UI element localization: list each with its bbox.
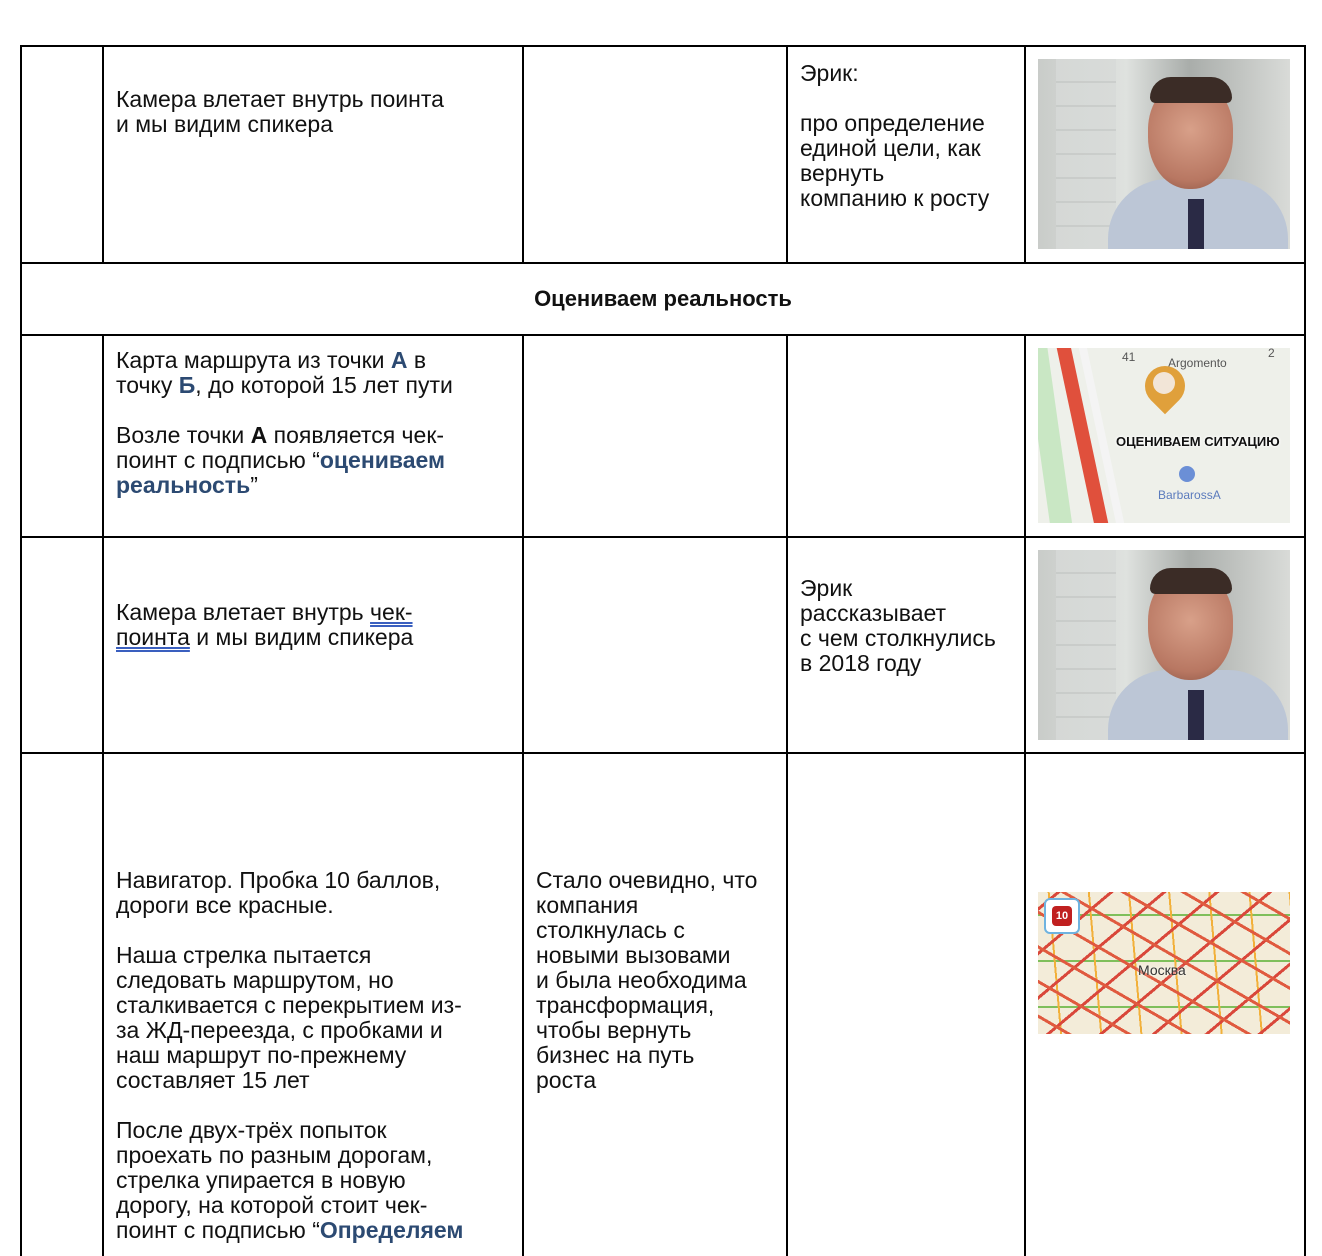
cell-speaker: [787, 753, 1025, 1256]
highlight-text: Определяем: [319, 1217, 464, 1243]
cell-image: [1025, 335, 1305, 537]
speaker-line: рассказывает: [800, 600, 947, 626]
cell-voice: [523, 753, 787, 1256]
speaker-line: компанию к росту: [800, 185, 990, 211]
scene-paragraph: Наша стрелка пытается следовать маршрутом, но сталкивается с перекрытием из- за ЖД-переезда, с пробками и наш маршрут по-прежнему составляет 15 лет: [116, 942, 462, 1093]
cell-number: [21, 537, 103, 753]
speaker-line: про определение: [800, 110, 985, 136]
cell-scene: [103, 46, 523, 263]
map-label: BarbarossA: [1158, 488, 1221, 502]
voice-line: столкнулась с: [536, 917, 685, 943]
voice-line: Стало очевидно, что: [536, 867, 758, 893]
map-label: Argomento: [1168, 356, 1227, 370]
section-row: [21, 263, 1305, 335]
underlined-text: поинта: [116, 624, 190, 650]
voice-line: чтобы вернуть: [536, 1017, 692, 1043]
scene-line: и мы видим спикера: [116, 111, 334, 137]
speaker-photo: [1038, 59, 1290, 249]
table-row: [21, 46, 1305, 263]
scene-paragraph: Карта маршрута из точки А в точку Б, до которой 15 лет пути: [116, 347, 453, 398]
voice-line: новыми вызовами: [536, 942, 731, 968]
highlight-text: реальность: [116, 472, 251, 498]
point-a-label: А: [390, 347, 408, 373]
cell-image: [1025, 753, 1305, 1256]
storyboard-table: [20, 45, 1306, 1256]
cell-image: [1025, 46, 1305, 263]
avatar: [1153, 372, 1175, 394]
speaker-line: в 2018 году: [800, 650, 922, 676]
highlight-text: оцениваем: [319, 447, 446, 473]
cell-scene: Камера влетает внутрь чек- поинта и мы видим спикера: [103, 537, 523, 753]
speaker-line: с чем столкнулись: [800, 625, 996, 651]
voice-line: трансформация,: [536, 992, 715, 1018]
cell-speaker: [787, 537, 1025, 753]
poi-icon: [1179, 466, 1195, 482]
voice-line: и была необходима: [536, 967, 747, 993]
cell-number: [21, 753, 103, 1256]
map-label: Москва: [1138, 962, 1186, 978]
cell-scene: [103, 335, 523, 537]
cell-scene: [103, 753, 523, 1256]
section-title: Оцениваем реальность: [21, 263, 1305, 335]
map-overlay-title: ОЦЕНИВАЕМ СИТУАЦИЮ: [1116, 434, 1280, 449]
speaker-name: Эрик:: [800, 60, 859, 86]
underlined-text: чек-: [370, 599, 413, 625]
scene-paragraph: Возле точки А появляется чек- поинт с подписью “оцениваем реальность”: [116, 422, 446, 498]
scene-line: Камера влетает внутрь поинта: [116, 86, 444, 112]
point-a-label: А: [250, 422, 268, 448]
speaker-photo: [1038, 550, 1290, 740]
scene-paragraph: После двух-трёх попыток проехать по разным дорогам, стрелка упирается в новую дорогу, на которой стоит чек- поинт с подписью “Определяем: [116, 1117, 464, 1243]
cell-voice: [523, 537, 787, 753]
voice-line: роста: [536, 1067, 597, 1093]
cell-voice: [523, 46, 787, 263]
voice-line: компания: [536, 892, 639, 918]
scene-paragraph: Навигатор. Пробка 10 баллов, дороги все красные.: [116, 867, 441, 918]
speaker-line: Эрик: [800, 575, 853, 601]
traffic-level-badge: 10: [1044, 898, 1080, 934]
voice-line: бизнес на путь: [536, 1042, 695, 1068]
cell-speaker: [787, 46, 1025, 263]
point-b-label: Б: [178, 372, 196, 398]
route-map-image: 41 2 Argomento ОЦЕНИВАЕМ СИТУАЦИЮ BarbarossA: [1038, 348, 1290, 523]
table-row: [21, 537, 1305, 753]
cell-speaker: [787, 335, 1025, 537]
traffic-map-image: [1038, 892, 1290, 1034]
table-row: [21, 753, 1305, 1256]
cell-number: [21, 46, 103, 263]
cell-voice: [523, 335, 787, 537]
cell-number: [21, 335, 103, 537]
cell-image: [1025, 537, 1305, 753]
speaker-line: единой цели, как: [800, 135, 981, 161]
speaker-line: вернуть: [800, 160, 885, 186]
table-row: [21, 335, 1305, 537]
